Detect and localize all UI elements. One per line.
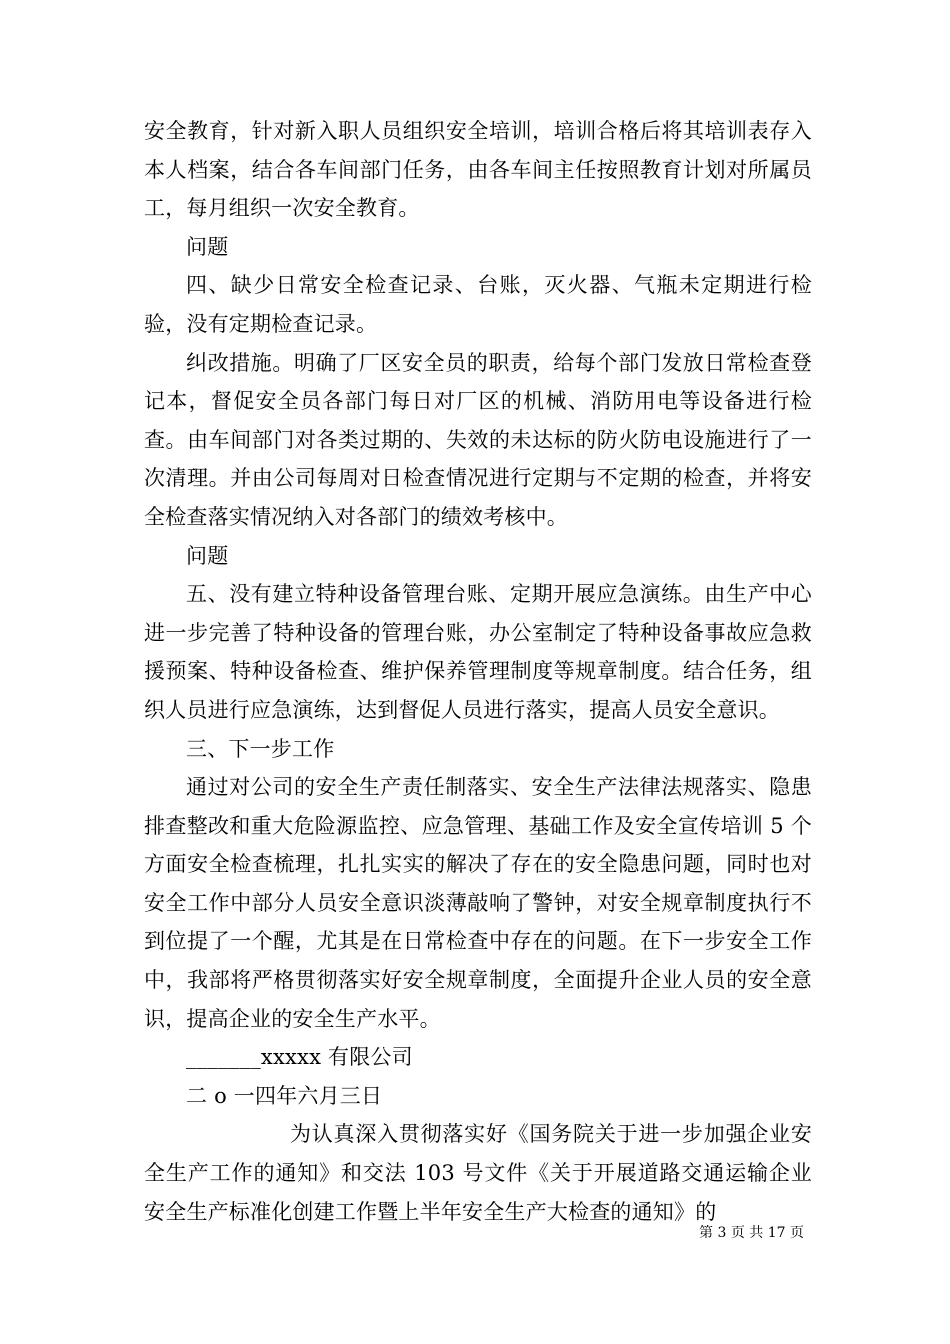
paragraph-new-document-start: 为认真深入贯彻落实好《国务院关于进一步加强企业安全生产工作的通知》和交法 103 号文件《关于开展道路交通运输企业安全生产标准化创建工作暨上半年安全生产大检查的通知》的 (144, 1122, 812, 1224)
page-number-footer: 第 3 页 共 17 页 (699, 1225, 804, 1241)
signature-company: _______xxxxx 有限公司 (186, 1045, 413, 1070)
paragraph-safety-education: 安全教育，针对新入职人员组织安全培训，培训合格后将其培训表存入本人档案，结合各车间部门任务，由各车间主任按照教育计划对所属员工，每月组织一次安全教育。 (144, 119, 812, 221)
heading-next-steps: 三、下一步工作 (186, 736, 335, 761)
heading-problem: 问题 (186, 234, 229, 259)
signature-date: 二 o 一四年六月三日 (186, 1083, 383, 1108)
document-body (144, 112, 812, 1231)
paragraph-problem-four: 四、缺少日常安全检查记录、台账，灭火器、气瓶未定期进行检验，没有定期检查记录。 (144, 273, 812, 336)
paragraph-next-steps: 通过对公司的安全生产责任制落实、安全生产法律法规落实、隐患排查整改和重大危险源监控、应急管理、基础工作及安全宣传培训 5 个方面安全检查梳理，扎扎实实的解决了存在的安全隐患问题，同时也对安全工作中部分人员安全意识淡薄敲响了警钟，对安全规章制度执行不到位提了一个醒，尤其是在日常检查中存在的问题。在下一步安全工作中，我部将严格贯彻落实好安全规章制度，全面提升企业人员的安全意识，提高企业的安全生产水平。 (144, 775, 812, 1031)
paragraph-corrective-measures: 纠改措施。明确了厂区安全员的职责，给每个部门发放日常检查登记本，督促安全员各部门每日对厂区的机械、消防用电等设备进行检查。由车间部门对各类过期的、失效的未达标的防火防电设施进行了一次清理。并由公司每周对日检查情况进行定期与不定期的检查，并将安全检查落实情况纳入对各部门的绩效考核中。 (144, 350, 812, 529)
paragraph-problem-five: 五、没有建立特种设备管理台账、定期开展应急演练。由生产中心进一步完善了特种设备的管理台账，办公室制定了特种设备事故应急救援预案、特种设备检查、维护保养管理制度等规章制度。结合任务，组织人员进行应急演练，达到督促人员进行落实，提高人员安全意识。 (144, 582, 812, 722)
heading-problem: 问题 (186, 543, 229, 568)
